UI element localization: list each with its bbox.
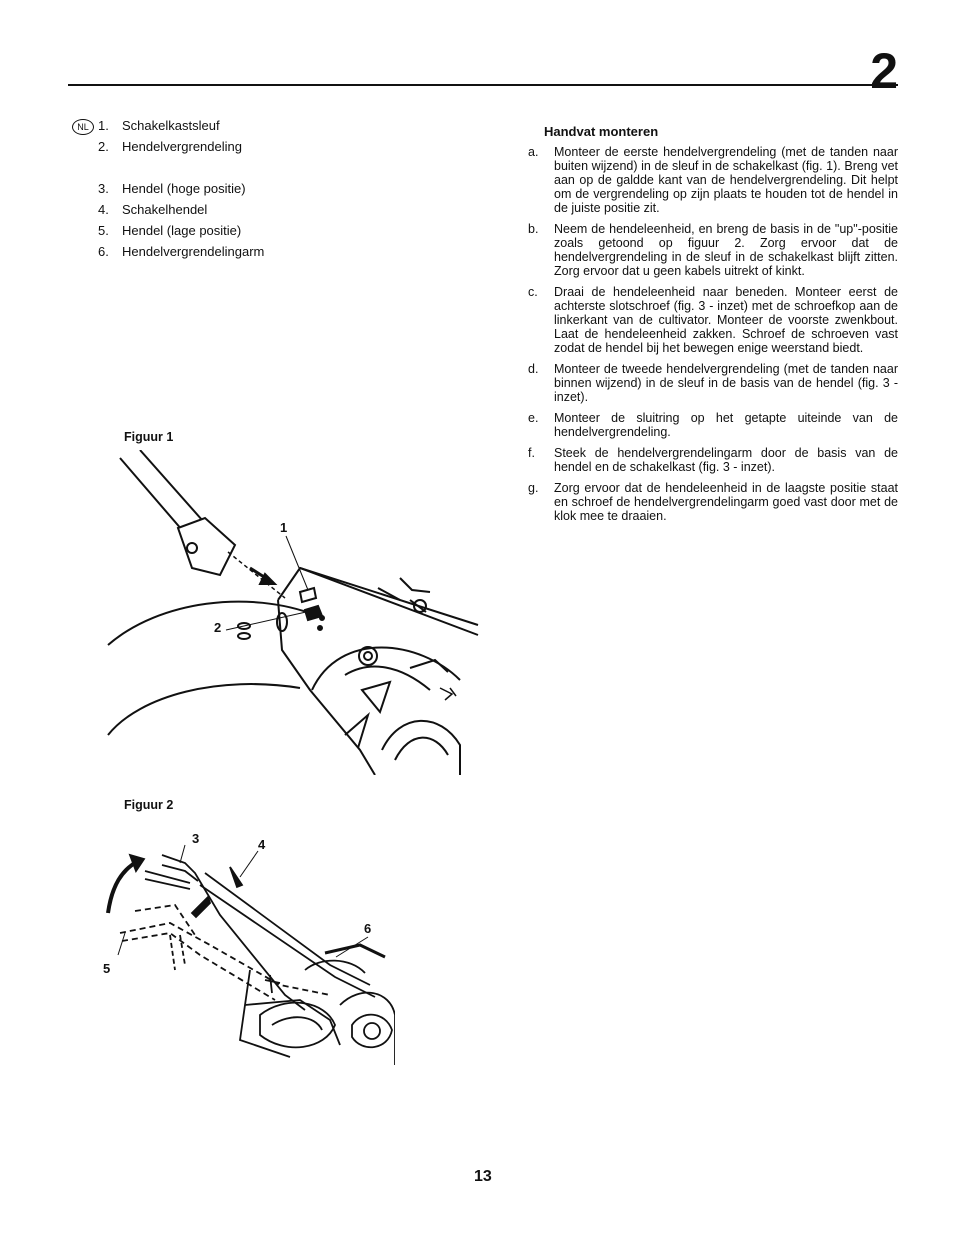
instruction-steps (528, 145, 898, 530)
step-item (528, 411, 898, 439)
step-letter: b. (528, 222, 539, 236)
step-text: Neem de hendeleenheid, en breng de basis in de "up"-positie zoals getoond op figuur 2. Zorg ervoor dat de hendelvergrendeling in de sleuf in de schakelkast blijft zitten. Zorg ervoor dat u geen kabels uitrekt of kinkt. (554, 222, 898, 278)
list-item (98, 222, 264, 243)
step-text: Monteer de tweede hendelvergrendeling (met de tanden naar binnen wijzend) in de sleuf in de basis van de hendel (fig. 3 - inzet). (554, 362, 898, 404)
figure-2-caption: Figuur 2 (124, 798, 174, 812)
list-item (98, 243, 264, 264)
item-number: 5. (98, 223, 109, 238)
callout-2: 2 (214, 620, 222, 635)
item-number: 3. (98, 181, 109, 196)
item-label: Hendel (hoge positie) (122, 181, 246, 196)
item-label: Schakelhendel (122, 202, 208, 217)
callout-3: 3 (192, 831, 200, 846)
step-item (528, 285, 898, 355)
header-rule (68, 84, 898, 86)
list-item (98, 117, 264, 138)
step-text: Draai de hendeleenheid naar beneden. Monteer eerst de achterste slotschroef (fig. 3 - inzet) met de schroefkop aan de linkerkant van de cultivator. Monteer de voorste zwenkbout. Laat de hendeleenheid zakken. Schroef de schroeven vast zodat de hendel bij het bewegen enige weerstand biedt. (554, 285, 898, 355)
list-item (98, 201, 264, 222)
figure-2-illustration (100, 825, 395, 1075)
list-item (98, 138, 264, 159)
item-label: Schakelkastsleuf (122, 118, 220, 133)
step-letter: e. (528, 411, 539, 425)
step-text: Monteer de sluitring op het getapte uiteinde van de hendelvergrendeling. (554, 411, 898, 439)
figure-1-illustration (100, 450, 480, 775)
step-text: Steek de hendelvergrendelingarm door de basis van de hendel en de schakelkast (fig. 3 - inzet). (554, 446, 898, 474)
step-letter: f. (528, 446, 535, 460)
list-item (98, 180, 264, 201)
step-letter: c. (528, 285, 538, 299)
step-letter: g. (528, 481, 539, 495)
step-letter: d. (528, 362, 539, 376)
chapter-number: 2 (870, 43, 896, 99)
parts-list (98, 117, 264, 264)
item-label: Hendelvergrendelingarm (122, 244, 265, 259)
step-item (528, 362, 898, 404)
page-number: 13 (474, 1168, 492, 1185)
item-number: 1. (98, 118, 109, 133)
callout-4: 4 (258, 837, 266, 852)
item-number: 2. (98, 139, 109, 154)
item-number: 4. (98, 202, 109, 217)
step-item (528, 481, 898, 523)
step-item (528, 446, 898, 474)
item-label: Hendel (lage positie) (122, 223, 242, 238)
callout-5: 5 (103, 961, 111, 976)
step-item (528, 222, 898, 278)
item-label: Hendelvergrendeling (122, 139, 242, 154)
callout-6: 6 (364, 921, 372, 936)
step-text: Monteer de eerste hendelvergrendeling (met de tanden naar buiten wijzend) in de sleuf in de schakelkast (fig. 1). Breng vet aan op de galdde kant van de hendelvergrendeling. Dit helpt om de vergrendeling op zijn plaats te houden tot de hendel in de juiste positie zit. (554, 145, 898, 215)
figure-1-caption: Figuur 1 (124, 430, 174, 444)
section-title: Handvat monteren (544, 124, 659, 139)
callout-1: 1 (280, 520, 288, 535)
step-item (528, 145, 898, 215)
item-number: 6. (98, 244, 109, 259)
language-badge: NL (72, 119, 94, 135)
step-text: Zorg ervoor dat de hendeleenheid in de laagste positie staat en schroef de hendelvergrendelingarm goed vast door met de klok mee te draaien. (554, 481, 898, 523)
step-letter: a. (528, 145, 539, 159)
